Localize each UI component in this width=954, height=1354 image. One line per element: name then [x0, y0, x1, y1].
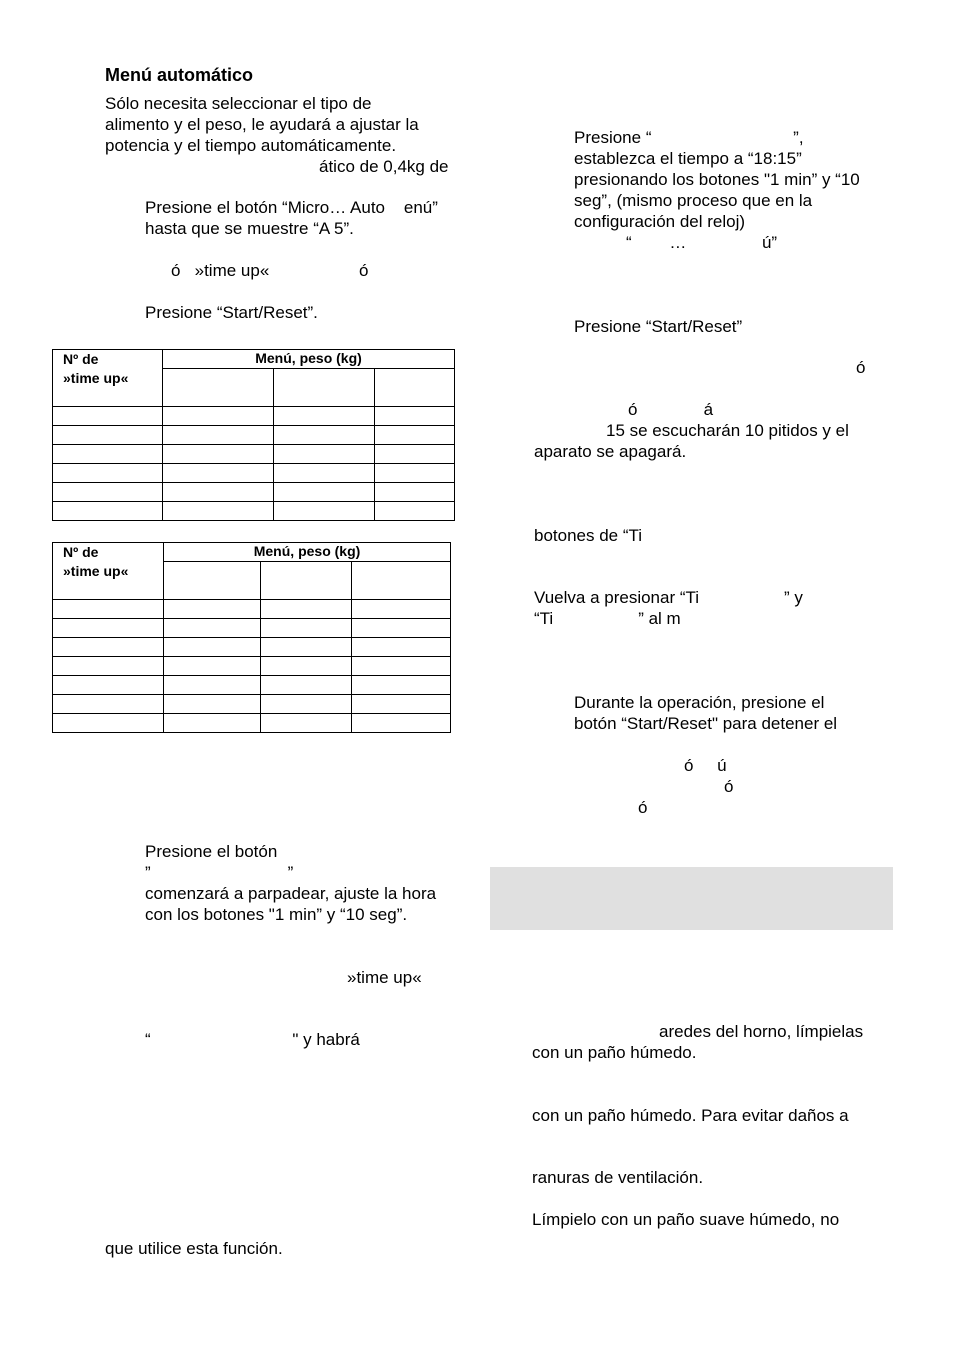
- weight-table-1: [52, 349, 455, 521]
- set-step-line: configuración del reloj): [574, 212, 746, 231]
- intro-line: potencia y el tiempo automáticamente.: [105, 136, 397, 155]
- cleaning-line: con un paño húmedo.: [532, 1043, 697, 1062]
- cleaning-line: ranuras de ventilación.: [532, 1168, 704, 1187]
- cleaning-line: Límpielo con un paño suave húmedo, no: [532, 1210, 840, 1229]
- table-row: [53, 676, 451, 695]
- table-header-menu: Menú, peso (kg): [163, 350, 455, 369]
- set-step-line: seg”, (mismo proceso que en la: [574, 191, 813, 210]
- step-line: hasta que se muestre “A 5”.: [145, 219, 354, 238]
- clock-step-line: ” ”: [145, 863, 294, 882]
- set-step-line: “ … ú”: [574, 233, 778, 252]
- table-header-no-line2: »time up«: [63, 370, 129, 386]
- beeps-line: 15 se escucharán 10 pitidos y el: [606, 421, 849, 440]
- section-heading-auto-menu: Menú automático: [105, 65, 254, 85]
- cleaning-line: con un paño húmedo. Para evitar daños a: [532, 1106, 849, 1125]
- table-header-no-line1: Nº de: [63, 351, 99, 367]
- beeps-line: aparato se apagará.: [534, 442, 687, 461]
- step-start-right: Presione “Start/Reset”: [574, 317, 743, 336]
- table-header-no: [53, 543, 164, 600]
- table-row: [53, 600, 451, 619]
- timeup-fragment-2: »time up«: [347, 968, 422, 987]
- fragment-line: ó: [638, 798, 648, 817]
- intro-line: ático de 0,4kg de: [319, 157, 449, 176]
- durante-line: botón “Start/Reset" para detener el: [574, 714, 838, 733]
- table-row: [53, 464, 455, 483]
- table-header-no: [53, 350, 163, 407]
- table-row: [53, 483, 455, 502]
- intro-line: alimento y el peso, le ayudará a ajustar la: [105, 115, 419, 134]
- table-row: [53, 426, 455, 445]
- weight-table-2: [52, 542, 451, 733]
- step-line: Presione el botón “Micro… Auto enú”: [145, 198, 438, 217]
- table-header-no-line1: Nº de: [63, 544, 99, 560]
- table-header-no-line2: »time up«: [63, 563, 129, 579]
- set-step-line: Presione “ ”,: [574, 128, 804, 147]
- cleaning-line: aredes del horno, límpielas: [659, 1022, 864, 1041]
- habra-line: “ " y habrá: [145, 1030, 360, 1049]
- clock-step-line: con los botones "1 min” y “10 seg”.: [145, 905, 408, 924]
- clock-step-line: Presione el botón: [145, 842, 278, 861]
- table-row: [53, 502, 455, 521]
- table-row: [53, 638, 451, 657]
- vuelva-line: Vuelva a presionar “Ti ” y: [534, 588, 803, 607]
- set-step-line: establezca el tiempo a “18:15”: [574, 149, 802, 168]
- table-header-menu: Menú, peso (kg): [164, 543, 451, 562]
- step-start: Presione “Start/Reset”.: [145, 303, 318, 322]
- clock-step-line: comenzará a parpadear, ajuste la hora: [145, 884, 437, 903]
- table-row: [53, 714, 451, 733]
- table-row: [53, 695, 451, 714]
- fragment-line: ó: [724, 777, 734, 796]
- durante-line: Durante la operación, presione el: [574, 693, 825, 712]
- table-row: [53, 657, 451, 676]
- intro-line: Sólo necesita seleccionar el tipo de: [105, 94, 372, 113]
- timeup-fragment: ó »time up« ó: [171, 261, 369, 280]
- fragment-line: ó ú: [684, 756, 727, 775]
- vuelva-line: “Ti ” al m: [534, 609, 681, 628]
- set-step-line: presionando los botones "1 min” y “10: [574, 170, 860, 189]
- fragment-oa: ó á: [628, 400, 714, 419]
- table-row: [53, 407, 455, 426]
- botones-line: botones de “Ti: [534, 526, 643, 545]
- table-row: [53, 619, 451, 638]
- gray-section-bar: [490, 867, 893, 930]
- fragment-o: ó: [856, 358, 866, 377]
- table-row: [53, 445, 455, 464]
- closing-line: que utilice esta función.: [105, 1239, 283, 1258]
